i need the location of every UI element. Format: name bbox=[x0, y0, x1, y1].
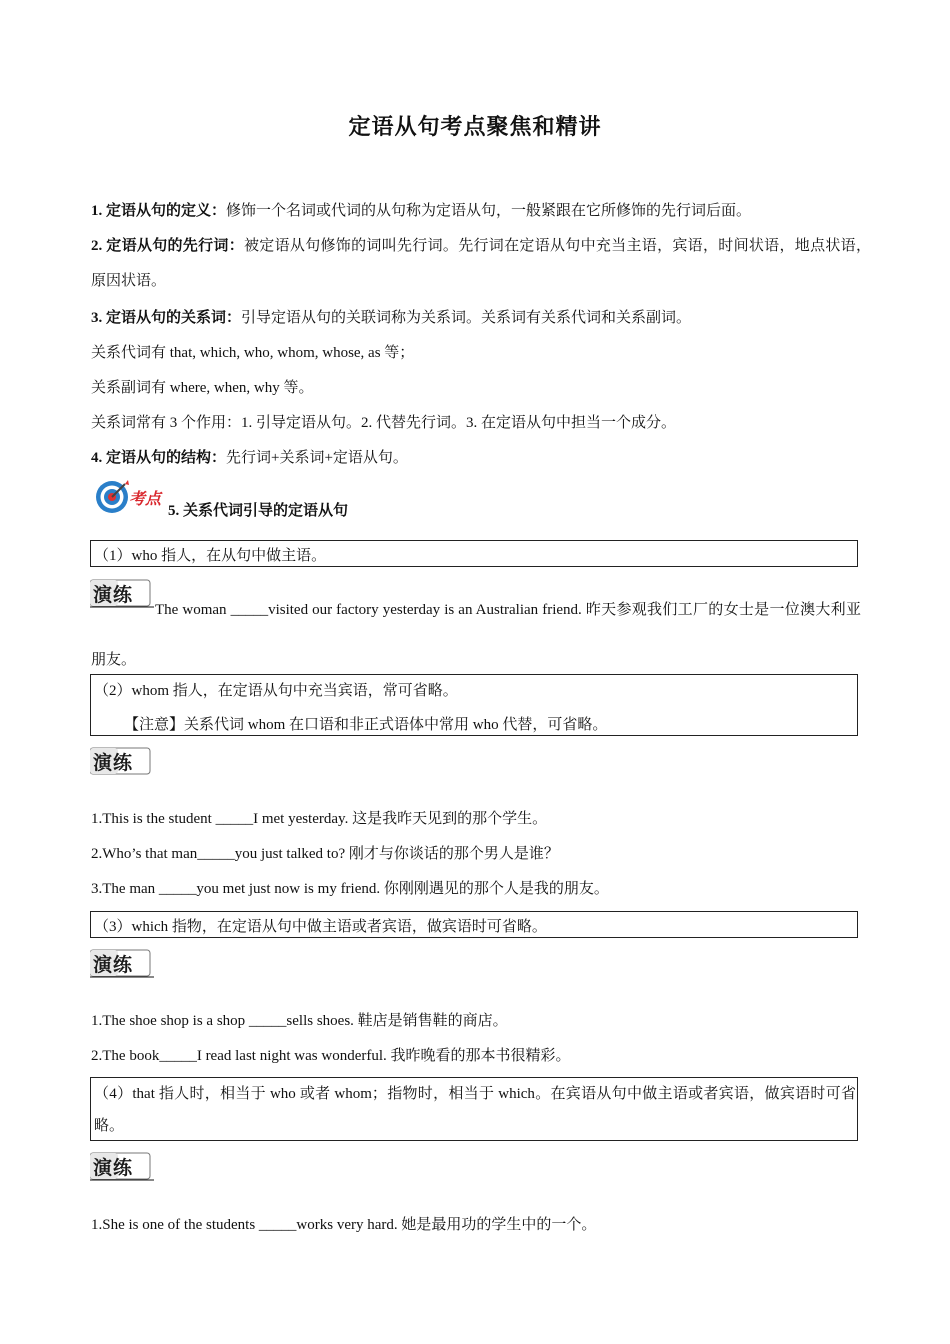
exercise-item: 2.Who’s that man_____you just talked to? 刚才与你谈话的那个男人是谁？ bbox=[91, 846, 559, 862]
definition-1 bbox=[91, 200, 751, 222]
page-title: 定语从句考点聚焦和精讲 bbox=[348, 115, 602, 140]
definition-2 bbox=[91, 229, 871, 299]
definition-text: 引导定语从句的关联词称为关系词。关系词有关系代词和关系副词。 bbox=[241, 310, 692, 326]
practice-label: 演练 bbox=[93, 584, 134, 606]
exercise-item: 1.She is one of the students _____works very hard. 她是最用功的学生中的一个。 bbox=[91, 1217, 597, 1233]
rule-text: （4）that 指人时，相当于 who 或者 whom；指物时，相当于 which。在宾语从句中做主语或者宾语，做宾语时可省略。 bbox=[94, 1086, 856, 1134]
practice-badge bbox=[90, 747, 154, 773]
definition-text: 修饰一个名词或代词的从句称为定语从句，一般紧跟在它所修饰的先行词后面。 bbox=[226, 203, 752, 219]
practice-badge bbox=[90, 1152, 154, 1178]
definition-label: 2. 定语从句的先行词： bbox=[91, 238, 244, 254]
definition-label: 3. 定语从句的关系词： bbox=[91, 310, 242, 326]
adverbs-note: 关系副词有 where, when, why 等。 bbox=[91, 380, 314, 396]
kaodian-badge bbox=[95, 478, 167, 516]
rule-text: （2）whom 指人，在定语从句中充当宾语，常可省略。 bbox=[94, 683, 458, 699]
exercise-who: The woman _____visited our factory yesterday is an Australian friend. 昨天参观我们工厂的女士是一位澳大利亚朋友。 bbox=[91, 602, 861, 668]
exercise-item: 3.The man _____you met just now is my friend. 你刚刚遇见的那个人是我的朋友。 bbox=[91, 881, 609, 897]
definition-3 bbox=[91, 307, 691, 329]
rule-text: （3）which 指物，在定语从句中做主语或者宾语，做宾语时可省略。 bbox=[94, 919, 547, 935]
exercise-item: 1.The shoe shop is a shop _____sells shoes. 鞋店是销售鞋的商店。 bbox=[91, 1013, 508, 1029]
structure-text: 先行词+关系词+定语从句。 bbox=[226, 450, 408, 466]
exercise-item: 2.The book_____I read last night was wonderful. 我昨晚看的那本书很精彩。 bbox=[91, 1048, 571, 1064]
practice-badge bbox=[90, 949, 154, 975]
exercise-item: 1.This is the student _____I met yesterday. 这是我昨天见到的那个学生。 bbox=[91, 811, 548, 827]
structure-label: 4. 定语从句的结构： bbox=[91, 450, 227, 466]
definition-label: 1. 定语从句的定义： bbox=[91, 203, 227, 219]
practice-label: 演练 bbox=[93, 1157, 134, 1179]
functions-note: 关系词常有 3 个作用：1. 引导定语从句。2. 代替先行词。3. 在定语从句中担当一个成分。 bbox=[91, 415, 677, 431]
rule-box-who bbox=[90, 540, 858, 567]
kaodian-label: 考点 bbox=[129, 489, 162, 508]
rule-box-which bbox=[90, 911, 858, 938]
rule-box-whom bbox=[90, 674, 858, 736]
rule-text: （1）who 指人，在从句中做主语。 bbox=[94, 548, 327, 564]
pronouns-note: 关系代词有 that, which, who, whom, whose, as 等； bbox=[91, 345, 415, 361]
rule-box-that bbox=[90, 1077, 858, 1141]
structure-line bbox=[91, 447, 408, 469]
rule-note: 【注意】关系代词 whom 在口语和非正式语体中常用 who 代替，可省略。 bbox=[124, 717, 608, 733]
practice-label: 演练 bbox=[93, 752, 134, 774]
section-5-title: 5. 关系代词引导的定语从句 bbox=[168, 503, 349, 519]
practice-label: 演练 bbox=[93, 954, 134, 976]
definition-text: 被定语从句修饰的词叫先行词。先行词在定语从句中充当主语，宾语，时间状语，地点状语，原因状语。 bbox=[91, 238, 871, 289]
